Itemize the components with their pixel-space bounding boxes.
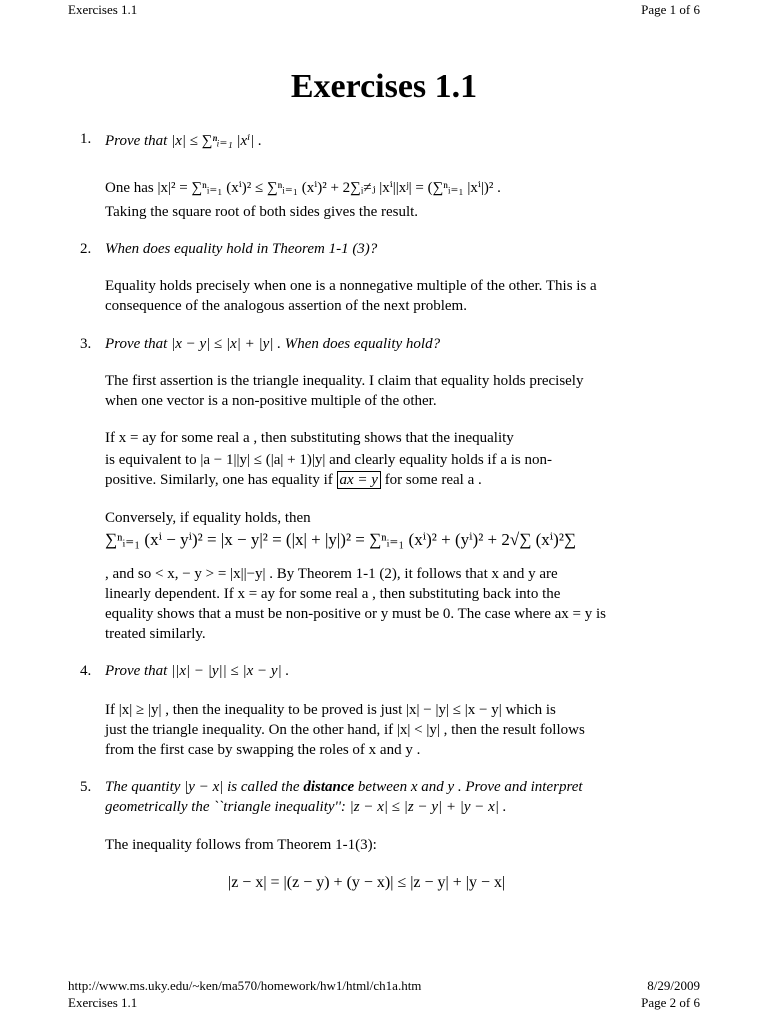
next-page-header-pagenum: Page 2 of 6 [641, 995, 700, 1010]
exercise-5-prompt-a: The quantity |y − x| is called the [105, 779, 304, 795]
exercise-3-display-equation: ∑ⁿᵢ₌₁ (xⁱ − yⁱ)² = |x − y|² = (|x| + |y|)² = ∑ⁿᵢ₌₁ (xⁱ)² + (yⁱ)² + 2√∑ (xⁱ)²∑ [105, 530, 577, 549]
exercise-3-boxed-formula: ax = y [337, 471, 381, 489]
exercise-3-prompt [105, 336, 440, 353]
exercise-1-answer-line-1: One has |x|² = ∑ⁿᵢ₌₁ (xⁱ)² ≤ ∑ⁿᵢ₌₁ (xⁱ)² + 2∑ᵢ≠ⱼ |xⁱ||xʲ| = (∑ⁿᵢ₌₁ |xⁱ|)² . [105, 180, 501, 196]
exercise-2-answer-line-1: Equality holds precisely when one is a nonnegative multiple of the other. This is a [105, 278, 597, 294]
exercise-3-answer3-line-6: treated similarly. [105, 626, 206, 642]
next-page-header-title: Exercises 1.1 [68, 995, 138, 1010]
exercise-2-prompt: When does equality hold in Theorem 1-1 (3)? [105, 241, 378, 257]
exercise-5-prompt-bold: distance [303, 779, 355, 795]
exercise-3-answer3-line-5: equality shows that a must be non-positive or y must be 0. The case where ax = y is [105, 606, 606, 622]
exercise-3-number: 3. [80, 336, 92, 352]
page-header-title: Exercises 1.1 [68, 2, 138, 17]
exercise-1-answer-line-2: Taking the square root of both sides gives the result. [105, 204, 419, 220]
footer-url: http://www.ms.uky.edu/~ken/ma570/homework/hw1/html/ch1a.htm [68, 978, 422, 993]
exercise-4-answer-line-2: just the triangle inequality. On the other hand, if |x| < |y| , then the result follows [105, 722, 585, 738]
exercise-2-number: 2. [80, 241, 92, 257]
exercise-3-answer3-line-1: Conversely, if equality holds, then [105, 510, 311, 526]
exercise-1-prompt: Prove that |x| ≤ ∑ⁿᵢ₌₁ |xⁱ| . [105, 133, 262, 149]
exercise-4-number: 4. [80, 663, 92, 679]
exercise-5-prompt-line-2: geometrically the ``triangle inequality'': |z − x| ≤ |z − y| + |y − x| . [105, 799, 507, 815]
page-header-pagenum: Page 1 of 6 [641, 2, 700, 17]
exercise-1-number: 1. [80, 131, 92, 147]
exercise-3-prompt-math: Prove that |x − y| ≤ |x| + |y| . [105, 336, 281, 352]
exercise-3-prompt-question: When does equality hold? [280, 336, 441, 352]
exercise-3-answer2-line-1: If x = ay for some real a , then substituting shows that the inequality [105, 430, 514, 446]
exercise-4-prompt: Prove that ||x| − |y|| ≤ |x − y| . [105, 663, 290, 679]
page-title: Exercises 1.1 [290, 68, 478, 105]
exercise-3-answer2-text-b: for some real a . [380, 472, 482, 488]
exercise-3-answer2-line-3 [105, 472, 482, 489]
exercise-4-answer-line-3: from the first case by swapping the roles of x and y . [105, 742, 421, 758]
exercise-3-answer-line-1: The first assertion is the triangle inequality. I claim that equality holds precisely [105, 373, 584, 389]
exercise-5-answer-line-1: The inequality follows from Theorem 1-1(3): [105, 837, 377, 853]
exercise-2-answer-line-2: consequence of the analogous assertion of the next problem. [105, 298, 467, 314]
exercise-5-display-equation: |z − x| = |(z − y) + (y − x)| ≤ |z − y| + |y − x| [228, 874, 506, 891]
footer-date: 8/29/2009 [647, 978, 700, 993]
exercise-5-prompt-line-1 [105, 779, 583, 796]
exercise-3-answer2-text-a: positive. Similarly, one has equality if [105, 472, 337, 488]
exercise-5-number: 5. [80, 779, 92, 795]
exercise-4-answer-line-1: If |x| ≥ |y| , then the inequality to be proved is just |x| − |y| ≤ |x − y| which is [105, 702, 556, 718]
exercise-3-answer-line-2: when one vector is a non-positive multiple of the other. [105, 393, 437, 409]
exercise-3-answer3-line-4: linearly dependent. If x = ay for some real a , then substituting back into the [105, 586, 561, 602]
exercise-3-answer3-line-3: , and so < x, − y > = |x||−y| . By Theorem 1-1 (2), it follows that x and y are [105, 566, 558, 582]
exercise-3-answer2-line-2: is equivalent to |a − 1||y| ≤ (|a| + 1)|y| and clearly equality holds if a is non- [105, 452, 552, 468]
exercise-5-prompt-b: between x and y . Prove and interpret [354, 779, 583, 795]
